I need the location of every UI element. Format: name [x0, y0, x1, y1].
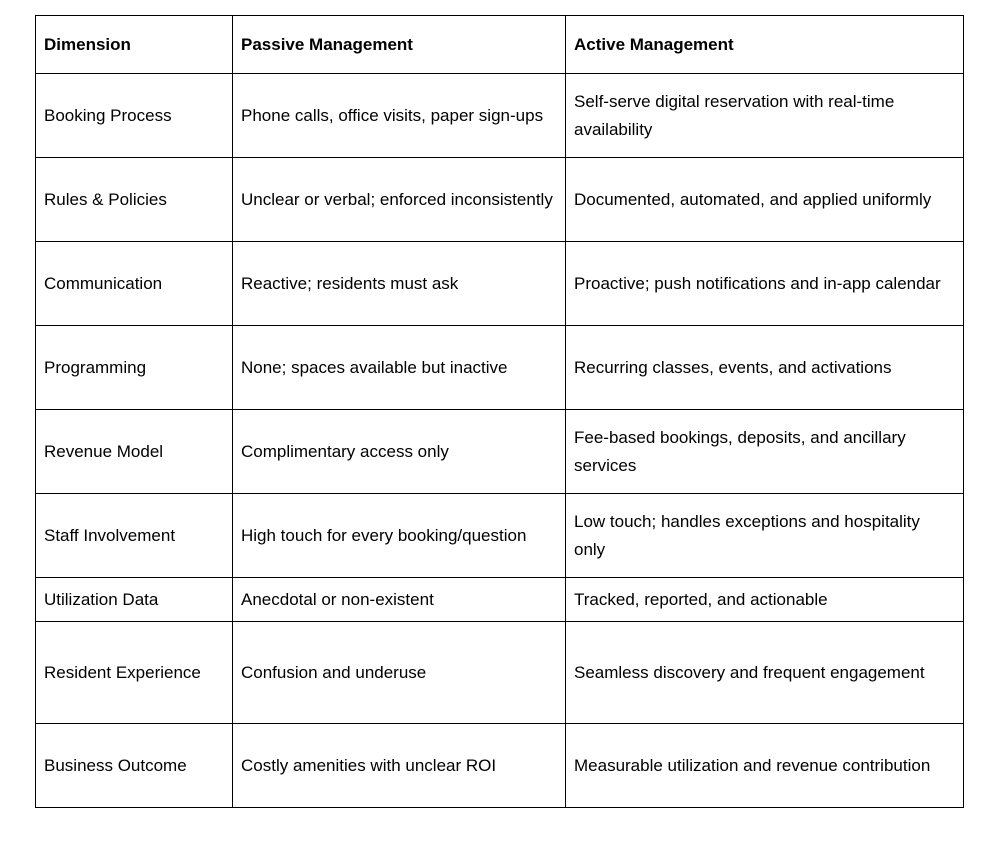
cell-active: Low touch; handles exceptions and hospitality only	[566, 494, 964, 578]
cell-passive: Unclear or verbal; enforced inconsistently	[233, 158, 566, 242]
header-active-management: Active Management	[566, 16, 964, 74]
table-row	[36, 578, 964, 622]
cell-dimension: Utilization Data	[36, 578, 233, 622]
cell-active: Fee-based bookings, deposits, and ancillary services	[566, 410, 964, 494]
cell-dimension: Business Outcome	[36, 724, 233, 808]
cell-dimension: Communication	[36, 242, 233, 326]
cell-active: Documented, automated, and applied uniformly	[566, 158, 964, 242]
cell-passive: Phone calls, office visits, paper sign-ups	[233, 74, 566, 158]
cell-dimension: Rules & Policies	[36, 158, 233, 242]
cell-dimension: Booking Process	[36, 74, 233, 158]
cell-dimension: Revenue Model	[36, 410, 233, 494]
table-row	[36, 326, 964, 410]
table-row	[36, 74, 964, 158]
cell-active: Measurable utilization and revenue contribution	[566, 724, 964, 808]
header-dimension: Dimension	[36, 16, 233, 74]
table-row	[36, 242, 964, 326]
cell-passive: Confusion and underuse	[233, 622, 566, 724]
cell-passive: Costly amenities with unclear ROI	[233, 724, 566, 808]
cell-dimension: Staff Involvement	[36, 494, 233, 578]
cell-passive: None; spaces available but inactive	[233, 326, 566, 410]
cell-passive: Anecdotal or non-existent	[233, 578, 566, 622]
cell-active: Proactive; push notifications and in-app calendar	[566, 242, 964, 326]
table-row	[36, 724, 964, 808]
management-comparison-table	[35, 15, 964, 808]
cell-active: Tracked, reported, and actionable	[566, 578, 964, 622]
table-row	[36, 410, 964, 494]
cell-active: Self-serve digital reservation with real-time availability	[566, 74, 964, 158]
table-header-row	[36, 16, 964, 74]
cell-passive: Reactive; residents must ask	[233, 242, 566, 326]
cell-active: Recurring classes, events, and activations	[566, 326, 964, 410]
header-passive-management: Passive Management	[233, 16, 566, 74]
table-row	[36, 622, 964, 724]
cell-dimension: Programming	[36, 326, 233, 410]
cell-passive: Complimentary access only	[233, 410, 566, 494]
cell-dimension: Resident Experience	[36, 622, 233, 724]
table-row	[36, 494, 964, 578]
cell-passive: High touch for every booking/question	[233, 494, 566, 578]
table-row	[36, 158, 964, 242]
cell-active: Seamless discovery and frequent engagement	[566, 622, 964, 724]
